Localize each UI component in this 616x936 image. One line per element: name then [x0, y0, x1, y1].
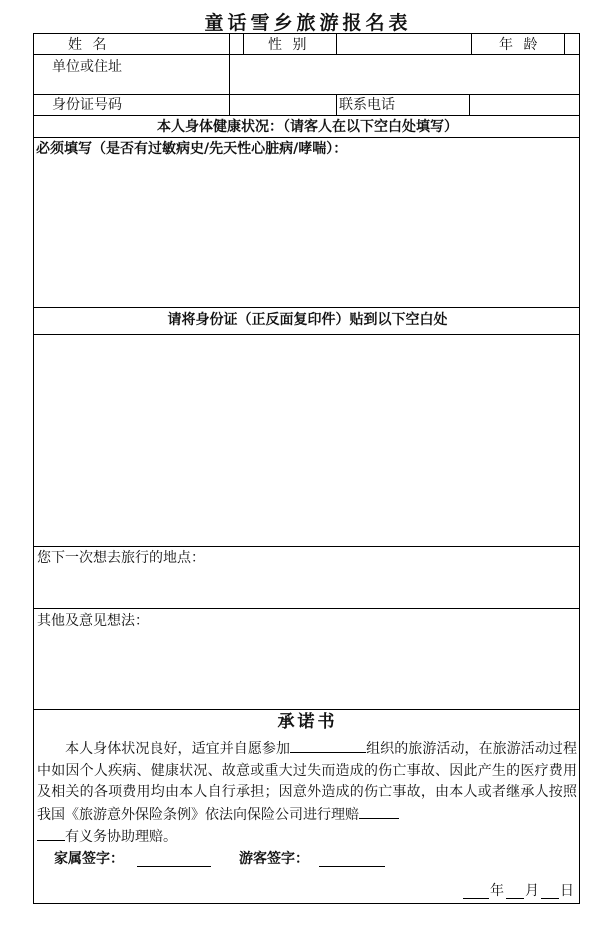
row-divider — [34, 115, 579, 116]
family-signature-field[interactable] — [137, 852, 211, 867]
age-field[interactable] — [565, 35, 579, 53]
commitment-title: 承诺书 — [277, 712, 338, 732]
commitment-text-start: 本人身体状况良好，适宜并自愿参加 — [65, 741, 291, 757]
date-year-label: 年 — [490, 883, 504, 899]
next-destination-label: 您下一次想去旅行的地点： — [37, 550, 205, 566]
address-label: 单位或住址 — [52, 59, 122, 75]
health-input-area[interactable] — [34, 160, 579, 306]
address-field[interactable] — [230, 55, 579, 93]
name-label: 姓 名 — [68, 37, 107, 53]
cell-divider — [471, 34, 472, 54]
family-signature-label: 家属签字： — [54, 851, 124, 867]
commitment-text — [37, 738, 577, 849]
phone-field[interactable] — [470, 95, 579, 114]
date-day-field[interactable] — [541, 884, 559, 899]
date-month-field[interactable] — [506, 884, 524, 899]
id-copy-paste-area[interactable] — [34, 335, 579, 545]
health-header: 本人身体健康状况：（请客人在以下空白处填写） — [157, 119, 458, 135]
health-prompt: 必须填写（是否有过敏病史/先天性心脏病/哮喘）： — [36, 141, 348, 157]
commitment-text-main: 组织的旅游活动，在旅游活动过程中如因个人疾病、健康状况、故意或重大过失而造成的伤亡事故、因此产生的医疗费用及相关的各项费用均由本人自行承担；因意外造成的伤亡事故，由本人或者继承人按照我国《旅游意外保险条例》依法向保险公司进行理赔 — [37, 741, 577, 823]
id-number-field[interactable] — [230, 95, 335, 114]
date-year-field[interactable] — [463, 884, 489, 899]
cell-divider — [336, 94, 337, 115]
tourist-signature-field[interactable] — [319, 852, 385, 867]
cell-divider — [229, 34, 230, 54]
date-month-label: 月 — [525, 883, 539, 899]
next-destination-field[interactable] — [34, 568, 579, 607]
row-divider — [34, 608, 579, 609]
other-ideas-label: 其他及意见想法： — [37, 613, 149, 629]
row-divider — [34, 137, 579, 138]
row-divider — [34, 709, 579, 710]
age-label: 年 龄 — [499, 37, 538, 53]
row-divider — [34, 307, 579, 308]
other-ideas-field[interactable] — [34, 631, 579, 708]
insurer-blank[interactable] — [359, 804, 399, 819]
row-divider — [34, 546, 579, 547]
gender-field[interactable] — [337, 35, 470, 53]
tourist-signature-label: 游客签字： — [239, 851, 309, 867]
commitment-text-tail: 有义务协助理赔。 — [65, 829, 177, 845]
date-day-label: 日 — [560, 883, 574, 899]
id-copy-header: 请将身份证（正反面复印件）贴到以下空白处 — [167, 312, 448, 328]
id-number-label: 身份证号码 — [52, 97, 122, 113]
organizer-blank[interactable] — [290, 738, 366, 753]
phone-label: 联系电话 — [339, 97, 395, 113]
insurer-blank-cont[interactable] — [37, 826, 65, 841]
form-title: 童话雪乡旅游报名表 — [204, 12, 412, 34]
registration-form — [33, 33, 580, 904]
gender-label: 性 别 — [268, 37, 307, 53]
